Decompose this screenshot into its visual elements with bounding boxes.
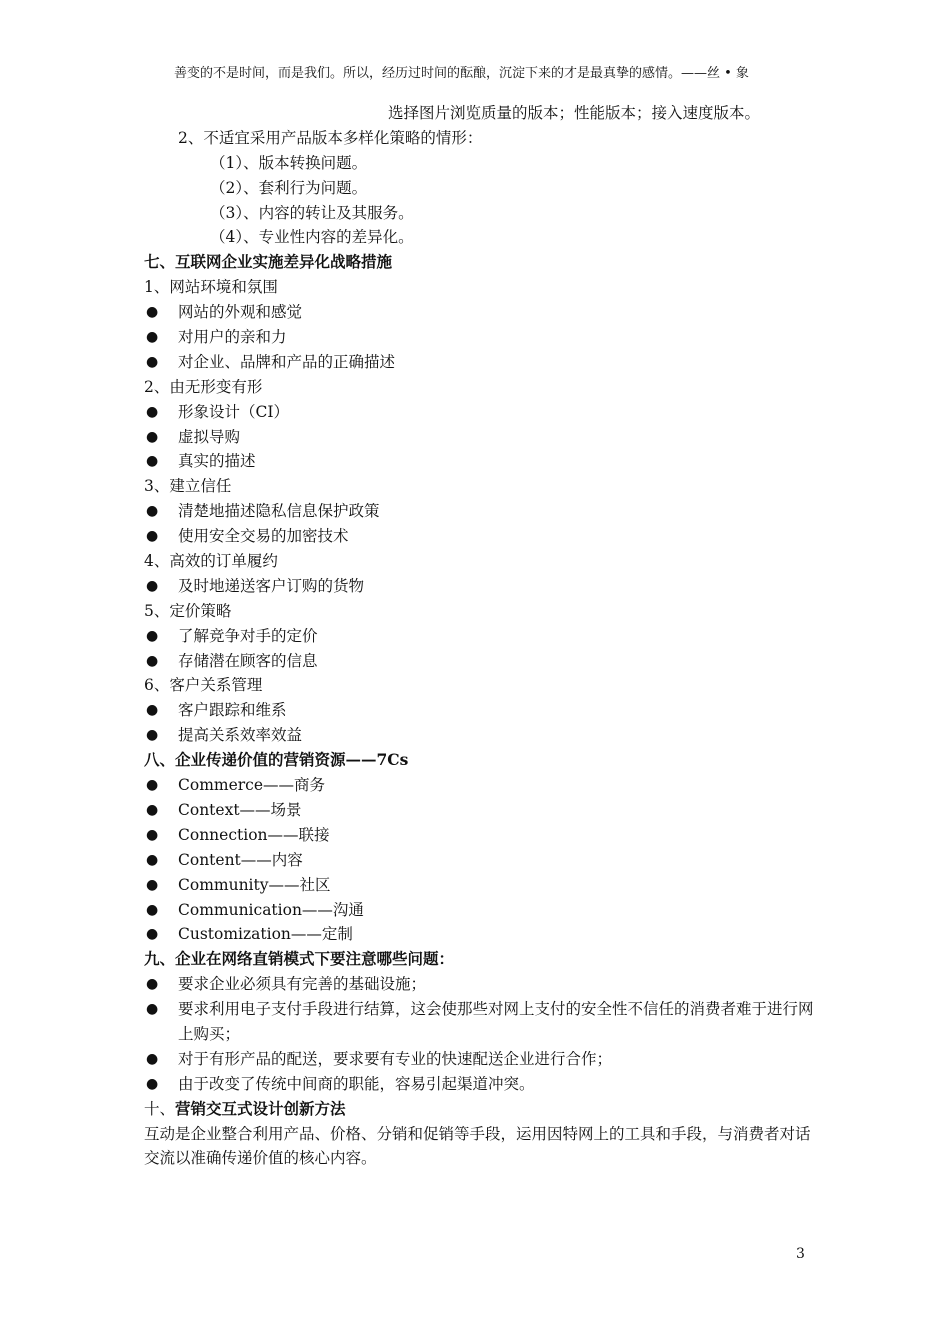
bullet-icon: ● [146, 901, 159, 918]
bullet-icon: ● [146, 304, 159, 321]
bullet-item: ● 使用安全交易的加密技术 [144, 524, 824, 549]
bullet-item: ● Connection——联接 [144, 823, 824, 848]
list-item: （4）、专业性内容的差异化。 [210, 228, 414, 247]
bullet-icon: ● [146, 976, 159, 993]
section-nine-title: 九、企业在网络直销模式下要注意哪些问题： [144, 949, 455, 969]
section-ten-paragraph: 互动是企业整合利用产品、价格、分销和促销等手段，运用因特网上的工具和手段，与消费者对话交流以准确传递价值的核心内容。 [144, 1124, 811, 1168]
bullet-icon: ● [146, 627, 159, 644]
bullet-icon: ● [146, 926, 159, 943]
bullet-item: ● 对用户的亲和力 [144, 325, 824, 350]
subheading: 1、网站环境和氛围 [144, 278, 278, 297]
subheading: 2、由无形变有形 [144, 377, 263, 396]
document-body [144, 101, 824, 1171]
bullet-icon: ● [146, 453, 159, 470]
bullet-item: ● Communication——沟通 [144, 898, 824, 923]
bullet-icon: ● [146, 702, 159, 719]
bullet-icon: ● [146, 503, 159, 520]
section-eight-title: 八、企业传递价值的营销资源——7Cs [144, 750, 409, 770]
bullet-item: ● 由于改变了传统中间商的职能，容易引起渠道冲突。 [144, 1072, 824, 1097]
bullet-item: ● Customization——定制 [144, 922, 824, 947]
bullet-icon: ● [146, 727, 159, 744]
bullet-icon: ● [146, 652, 159, 669]
bullet-item: ● 提高关系效率效益 [144, 723, 824, 748]
bullet-icon: ● [146, 1050, 159, 1067]
bullet-item: ● 清楚地描述隐私信息保护政策 [144, 499, 824, 524]
bullet-item: ● 网站的外观和感觉 [144, 300, 824, 325]
header-quote: 善变的不是时间，而是我们。所以，经历过时间的酝酿，沉淀下来的才是最真挚的感情。——丝 • 象 [174, 66, 749, 81]
subheading: 5、定价策略 [144, 601, 232, 620]
subheading: 3、建立信任 [144, 477, 232, 496]
bullet-item: ● 存储潜在顾客的信息 [144, 649, 824, 674]
list-item: （1）、版本转换问题。 [210, 153, 368, 172]
bullet-item: ● Context——场景 [144, 798, 824, 823]
bullet-item: ● 要求利用电子支付手段进行结算，这会使那些对网上支付的安全性不信任的消费者难于进行网上购买； [144, 997, 824, 1047]
bullet-icon: ● [146, 353, 159, 370]
subheading: 6、客户关系管理 [144, 676, 263, 695]
bullet-item: ● Community——社区 [144, 873, 824, 898]
bullet-item: ● 真实的描述 [144, 449, 824, 474]
bullet-item: ● 形象设计（CI） [144, 400, 824, 425]
bullet-item: ● 了解竞争对手的定价 [144, 624, 824, 649]
bullet-icon: ● [146, 428, 159, 445]
section-ten-title: 十、营销交互式设计创新方法 [144, 1098, 346, 1118]
bullet-item: ● Content——内容 [144, 848, 824, 873]
bullet-icon: ● [146, 1075, 159, 1092]
bullet-icon: ● [146, 329, 159, 346]
bullet-icon: ● [146, 801, 159, 818]
bullet-item: ● 要求企业必须具有完善的基础设施； [144, 972, 824, 997]
continuation-line: 选择图片浏览质量的版本；性能版本；接入速度版本。 [388, 104, 761, 122]
bullet-item: ● 虚拟导购 [144, 425, 824, 450]
bullet-icon: ● [146, 876, 159, 893]
bullet-item: ● Commerce——商务 [144, 773, 824, 798]
bullet-icon: ● [146, 528, 159, 545]
bullet-icon: ● [146, 777, 159, 794]
bullet-icon: ● [146, 577, 159, 594]
bullet-icon: ● [146, 1001, 159, 1018]
bullet-item: ● 对企业、品牌和产品的正确描述 [144, 350, 824, 375]
bullet-icon: ● [146, 826, 159, 843]
subheading: 4、高效的订单履约 [144, 552, 278, 571]
bullet-icon: ● [146, 851, 159, 868]
bullet-icon: ● [146, 403, 159, 420]
section-seven-title: 七、互联网企业实施差异化战略措施 [144, 252, 393, 272]
page-number: 3 [796, 1246, 805, 1262]
list-item: （3）、内容的转让及其服务。 [210, 203, 414, 222]
bullet-item: ● 对于有形产品的配送，要求要有专业的快速配送企业进行合作； [144, 1047, 824, 1072]
bullet-item: ● 及时地递送客户订购的货物 [144, 574, 824, 599]
bullet-item: ● 客户跟踪和维系 [144, 698, 824, 723]
subheading-not-suitable: 2、不适宜采用产品版本多样化策略的情形： [178, 128, 483, 147]
list-item: （2）、套利行为问题。 [210, 178, 368, 197]
